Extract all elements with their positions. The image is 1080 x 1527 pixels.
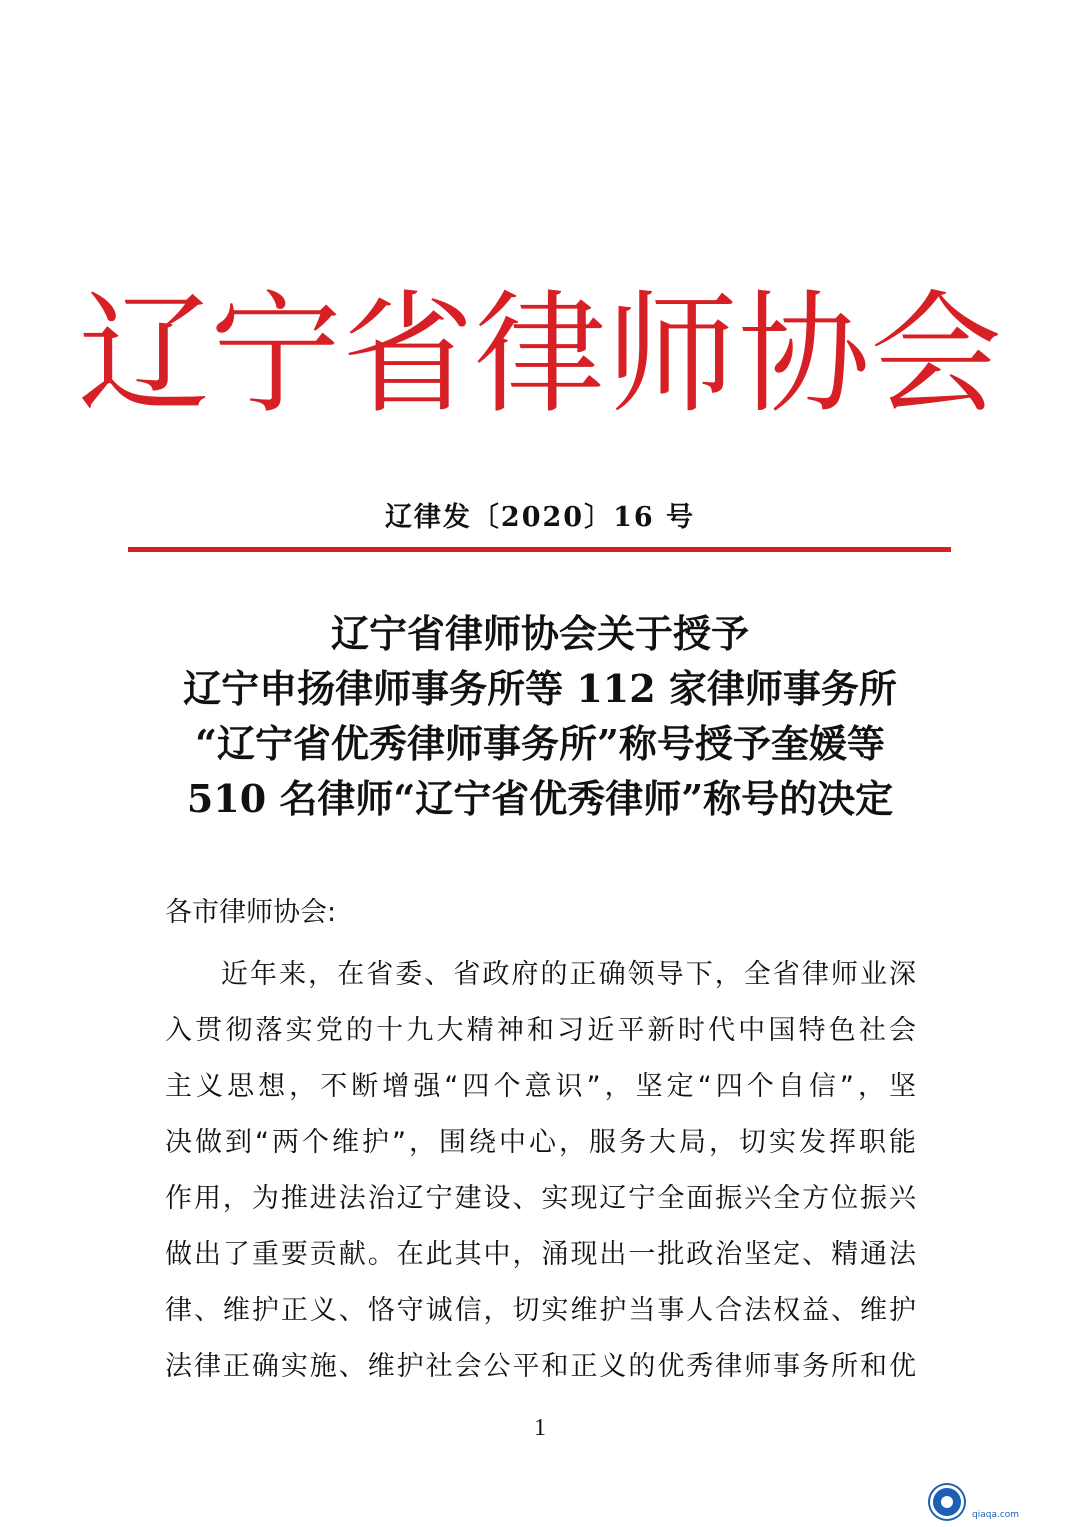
document-number: 辽律发〔2020〕16 号 [384,502,696,533]
body-line: 决做到“两个维护”，围绕中心，服务大局，切实发挥职能 [165,1127,917,1158]
body-line: 主义思想，不断增强“四个意识”，坚定“四个自信”，坚 [165,1071,917,1102]
watermark-domain: qiaqa.com [972,1510,1020,1520]
body-line: 作用，为推进法治辽宁建设、实现辽宁全面振兴全方位振兴 [165,1183,917,1214]
title-line: “辽宁省优秀律师事务所”称号授予奎媛等 [195,721,885,766]
body-line: 律、维护正义、恪守诚信，切实维护当事人合法权益、维护 [165,1295,917,1326]
search-circle-icon [930,1485,964,1519]
title-line: 辽宁申扬律师事务所等 112 家律师事务所 [183,666,897,711]
body-line: 近年来，在省委、省政府的正确领导下，全省律师业深 [221,959,917,990]
decision-title [140,606,940,826]
watermark [930,1483,1070,1521]
red-divider-rule [128,547,951,552]
salutation: 各市律师协会: [165,897,337,928]
body-line: 入贯彻落实党的十九大精神和习近平新时代中国特色社会 [165,1015,917,1046]
body-line: 做出了重要贡献。在此其中，涌现出一批政治坚定、精通法 [165,1239,917,1270]
title-line: 510 名律师“辽宁省优秀律师”称号的决定 [186,776,894,821]
watermark-brand: 恰卡网 [970,1481,1052,1511]
masthead-org-name: 辽宁省律师协会 [78,278,1002,432]
title-line: 辽宁省律师协会关于授予 [330,611,749,656]
body-line: 法律正确实施、维护社会公平和正义的优秀律师事务所和优 [165,1351,917,1382]
page-number: 1 [534,1415,546,1441]
